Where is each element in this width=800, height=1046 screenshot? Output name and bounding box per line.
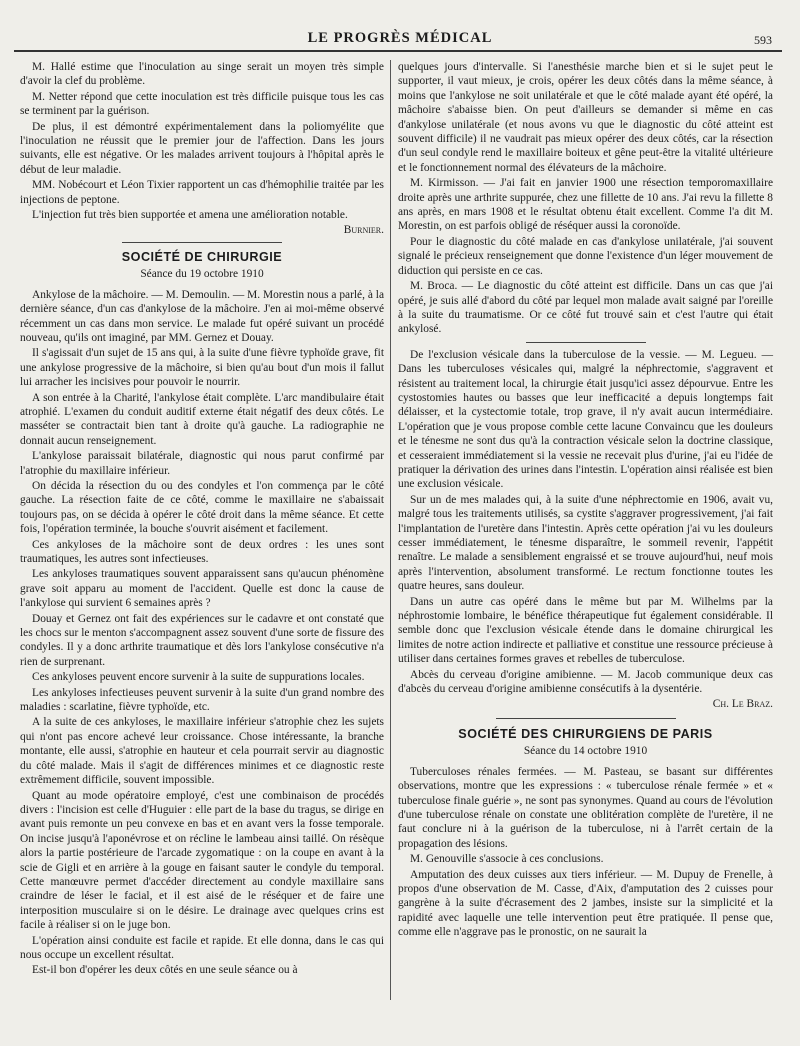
paragraph: Abcès du cerveau d'origine amibienne. — M. Jacob communique deux cas d'abcès du cerveau d'origine amibienne consécutifs à la dysentérie.	[398, 668, 773, 696]
paragraph: quelques jours d'intervalle. Si l'anesthésie marche bien et si le sujet peut le supporter, il vaut mieux, je crois, opérer les deux côtés dans la même séance, à moins que l'ankylose ne soit unilatérale et que le côté malade ayant été opéré, la mâchoire s'abaisse bien. On peut d'ailleurs se demander si même en cas d'ankylose unilatérale (et nous avons vu que le diagnostic du côté atteint est souvent difficile) il ne vaudrait pas mieux opérer des deux côtés, car la résection d'un seul condyle rend le maxillaire boiteux et gêne peut-être la vitalité ultérieure et le fonctionnement normal des élévateurs de la mâchoire.	[398, 61, 773, 174]
header-rule	[14, 50, 782, 52]
paragraph: M. Genouville s'associe à ces conclusions.	[410, 853, 604, 866]
paragraph: Il s'agissait d'un sujet de 15 ans qui, à la suite d'une fièvre typhoïde grave, fit une ankylose progressive de la mâchoire, si bien qu'au bout d'un mois il fallut lui arracher les incisives pour pouvoir le nourrir.	[20, 347, 384, 389]
paragraph: MM. Nobécourt et Léon Tixier rapportent un cas d'hémophilie traitée par les injections de peptone.	[20, 179, 384, 206]
section-date: Séance du 14 octobre 1910	[523, 745, 648, 758]
paragraph: A la suite de ces ankyloses, le maxillaire inférieur s'atrophie chez les sujets qui n'ont pas encore achevé leur croissance. Chose intéressante, la branche montante, elle aussi, s'atrophie en hauteur et cela pourrait servir au diagnostic du côté malade. Mais il s'agit de différences minimes et ce diagnostic reste extrêmement difficile, souvent impossible.	[20, 716, 384, 787]
paragraph: Ces ankyloses de la mâchoire sont de deux ordres : les unes sont traumatiques, les autres sont infectieuses.	[20, 538, 384, 565]
paragraph: M. Kirmisson. — J'ai fait en janvier 1900 une résection temporomaxillaire droite après une arthrite suppurée, chez une fillette de 10 ans. J'ai revu la fillette 8 ans après, en mars 1908 et le résultat obtenu était excellent. Comme l'a dit M. Morestin, on est parfois obligé de réséquer aussi la coronoïde.	[398, 177, 773, 233]
column-divider	[390, 60, 391, 1000]
page-number: 593	[754, 33, 772, 47]
paragraph: Quant au mode opératoire employé, c'est une combinaison de procédés divers : l'incision est celle d'Huguier : elle part de la base du tragus, se dirige en avant puis remonte un peu convexe en bas et en avant vers la fosse temporale. On incise jusqu'à l'aponévrose et on récline le lambeau ainsi taillé. On résèque alors la partie postérieure de l'arcade zygomatique : on la coupe en avant à la scie de Gigli et en arrière à la gouge en faisant sauter le condyle du temporal. Cette manœuvre permet d'accéder directement au condyle maxillaire sans craindre de léser le facial, et il est aisé de le réséquer et de faire une interposition musculaire si on le désire. Le drainage avec quelques crins est facile à réaliser si on le juge bon.	[20, 789, 384, 932]
paragraph: L'opération ainsi conduite est facile et rapide. Et elle donna, dans le cas qui nous occupe un excellent résultat.	[20, 934, 384, 961]
paragraph: De l'exclusion vésicale dans la tuberculose de la vessie. — M. Legueu. — Dans les tuberculoses vésicales qui, malgré la néphrectomie, s'aggravent et résistent au traitement local, la chirurgie était jusqu'ici assez dépourvue. Entre les cystostomies hautes ou basses que leur inefficacité a depuis longtemps fait délaisser, et la cystectomie totale, trop grave, il n'y avait aucun intermédiaire. L'opération que je vous propose comble cette lacune Convaincu que les douleurs et le ténesme ne sont dus qu'à la contraction vésicale selon la doctrine classique, et cesseraient immédiatement si la vessie ne recevait plus d'urine, j'ai eu l'idée de pratiquer la dérivation des urines dans l'intestin. L'opération ainsi réalisée est bien une exclusion vésicale.	[398, 348, 773, 491]
section-title: SOCIÉTÉ DE CHIRURGIE	[121, 249, 283, 264]
paragraph: L'ankylose paraissait bilatérale, diagnostic qui nous parut confirmé par l'atrophie du maxillaire inférieur.	[20, 450, 384, 477]
paragraph: Tuberculoses rénales fermées. — M. Pasteau, se basant sur différentes observations, montre que les expressions : « tuberculose rénale fermée » et « tuberculose finale guérie », ne sont pas synonymes. Quand au cours de l'évolution d'une tuberculose rénale on constate une oblitération complète de l'uretère, il ne faut conclure ni à la guérison de la tuberculose, ni à l'arrêt certain de la propagation des lésions.	[398, 765, 773, 850]
section-title: SOCIÉTÉ DES CHIRURGIENS DE PARIS	[458, 726, 713, 741]
separator-rule	[526, 342, 646, 343]
paragraph: Ankylose de la mâchoire. — M. Demoulin. — M. Morestin nous a parlé, à la dernière séance, d'un cas d'ankylose de la mâchoire. J'en ai moi-même observé récemment un cas dans mon service. Le malade fut opéré suivant un procédé nouveau, qu'ils ont imaginé, par MM. Gernez et Douay.	[20, 288, 384, 344]
paragraph: M. Broca. — Le diagnostic du côté atteint est difficile. Dans un cas que j'ai opéré, je suis allé d'abord du côté par lequel mon malade avait saigné par l'oreille à la suite du traumatisme. Or ce côté fut trouvé sain et c'est l'autre qui était ankylosé.	[398, 280, 773, 336]
paragraph: Pour le diagnostic du côté malade en cas d'ankylose unilatérale, j'ai souvent signalé le précieux renseignement que donne l'existence d'un léger mouvement de diduction qui persiste en ce cas.	[398, 235, 773, 277]
paragraph: Douay et Gernez ont fait des expériences sur le cadavre et ont constaté que les chocs sur le menton s'accompagnent assez souvent d'une sorte de fissure des condyles. Il y a donc arthrite traumatique et dès lors l'ankylose consécutive n'a rien de surprenant.	[20, 612, 384, 668]
paragraph: M. Netter répond que cette inoculation est très difficile puisque tous les cas se terminent par la guérison.	[20, 90, 384, 118]
running-title: LE PROGRÈS MÉDICAL	[307, 30, 493, 46]
signature: Burnier.	[343, 224, 384, 237]
section-rule	[122, 242, 282, 243]
paragraph: De plus, il est démontré expérimentalement dans la poliomyélite que l'inoculation ne réussit que le premier jour de l'affection. Dans les jours suivants, elle est négative. Or les malades arrivent toujours à l'hôpital après le début de leur maladie.	[20, 120, 384, 176]
paragraph: Amputation des deux cuisses aux tiers inférieur. — M. Dupuy de Frenelle, à propos d'une observation de M. Casse, d'Aix, d'amputation des 2 cuisses pour gangrène à la suite d'écrasement des 2 jambes, insiste sur la simplicité et la rapidité avec laquelle une telle intervention peut être pratiquée. Il pense que, comme elle n'aggrave pas le pronostic, on ne saurait la	[398, 868, 773, 939]
right-column	[398, 60, 773, 941]
paragraph: Est-il bon d'opérer les deux côtés en une seule séance ou à	[32, 964, 298, 977]
paragraph: On décida la résection du ou des condyles et l'on commença par le côté gauche. La résection faite de ce côté, comme le maxillaire ne s'abaissait toujours pas, on se décida à opérer le côté droit dans la même séance. Et cette fois, l'opération terminée, la bouche s'ouvrit aisément et facilement.	[20, 479, 384, 536]
paragraph: Les ankyloses infectieuses peuvent survenir à la suite d'un grand nombre des maladies : scarlatine, fièvre typhoïde, etc.	[20, 686, 384, 714]
paragraph: Ces ankyloses peuvent encore survenir à la suite de suppurations locales.	[32, 671, 365, 684]
section-date: Séance du 19 octobre 1910	[140, 268, 264, 281]
paragraph: L'injection fut très bien supportée et amena une amélioration notable.	[32, 209, 348, 222]
section-rule	[496, 718, 676, 719]
paragraph: A son entrée à la Charité, l'ankylose était complète. L'arc mandibulaire était atrophié. L'examen du conduit auditif externe était négatif des deux côtés. Le masséter se contractait bien tant à droite qu'à gauche. La radiographie ne donnait aucun renseignement.	[20, 391, 384, 447]
paragraph: M. Hallé estime que l'inoculation au singe serait un moyen très simple d'avoir la clef du problème.	[20, 61, 384, 88]
paragraph: Dans un autre cas opéré dans le même but par M. Wilhelms par la néphrostomie lombaire, le bénéfice thérapeutique fut également considérable. Il semble donc que l'exclusion vésicale étende dans le domaine chirurgical les limites de notre action indirecte et palliative et constitue une ressource précieuse à utiliser dans certaines formes graves et rebelles de tuberculose.	[398, 595, 773, 666]
paragraph: Sur un de mes malades qui, à la suite d'une néphrectomie en 1906, avait vu, malgré tous les traitements utilisés, sa cystite s'aggraver progressivement, j'ai fait l'implantation de l'uretère dans l'intestin. Après cette opération j'ai vu les douleurs cesser immédiatement, le ténesme disparaître, le sommeil revenir, l'appétit renaître. Le malade a sensiblement engraissé et se trouve aujourd'hui, neuf mois après l'intervention, absolument transformé. Le rectum fonctionne toutes les quatre heures, sans douleur.	[398, 493, 773, 593]
left-column	[20, 60, 384, 979]
paragraph: Les ankyloses traumatiques souvent apparaissent sans qu'aucun phénomène grave soit apparu au moment de l'accident. Quelle est donc la cause de l'ankylose qui survient 6 semaines après ?	[20, 568, 384, 610]
signature: Ch. Le Braz.	[712, 698, 773, 711]
